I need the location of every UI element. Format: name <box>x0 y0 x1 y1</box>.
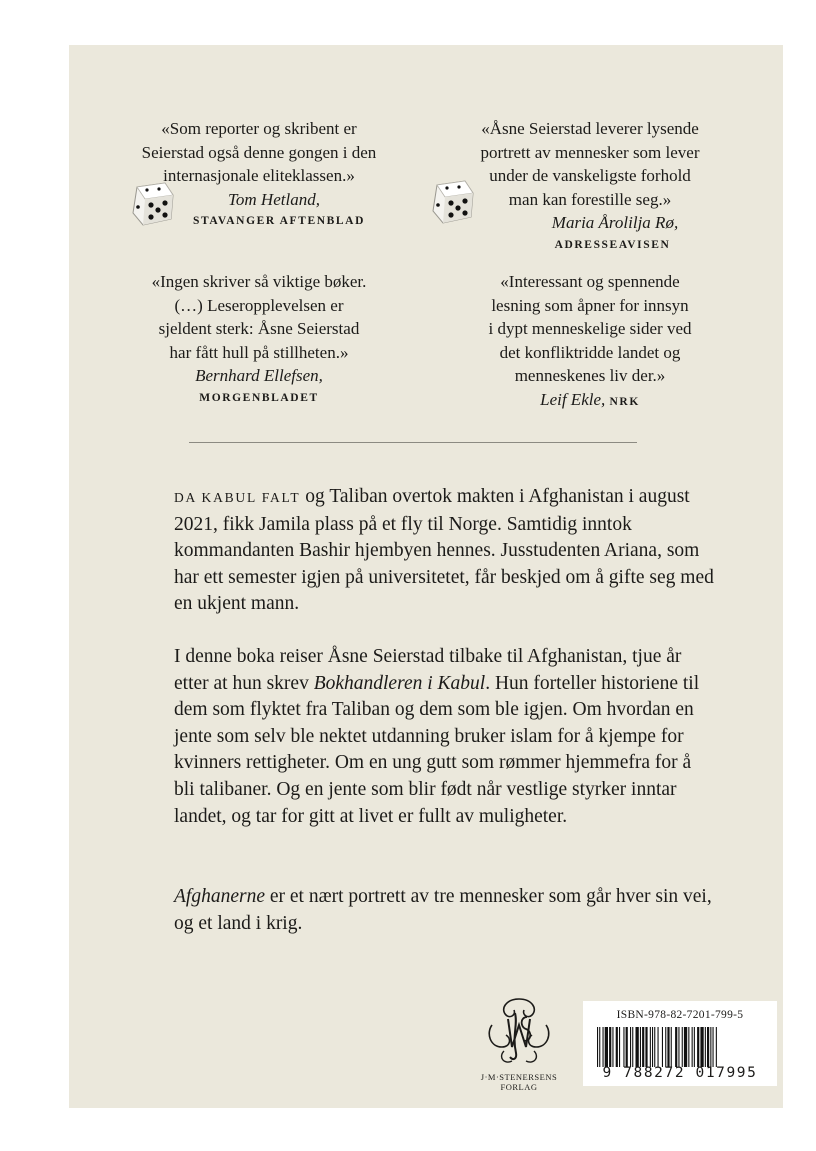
quote-author: Leif Ekle, NRK <box>540 389 640 409</box>
barcode-bar <box>688 1027 689 1067</box>
barcode-bar <box>697 1027 699 1067</box>
book-description <box>174 484 714 618</box>
quote-source: NRK <box>609 395 640 408</box>
barcode-bar <box>609 1027 611 1067</box>
isbn-barcode <box>583 1001 777 1086</box>
isbn-label: ISBN-978-82-7201-799-5 <box>616 1009 744 1021</box>
barcode-bar <box>623 1027 624 1067</box>
barcode-bar <box>671 1027 672 1067</box>
review-quote <box>440 117 740 255</box>
review-quote <box>440 270 740 414</box>
barcode-bar <box>603 1027 604 1067</box>
barcode-bar <box>665 1027 666 1067</box>
barcode-bar <box>652 1027 653 1067</box>
description-paragraph: DA KABUL FALT og Taliban overtok makten i Afghanistan i august 2021, fikk Jamila plass på et fly til Norge. Samtidig inntok kommandanten Bashir hjembyen hennes. Jusstudenten Ariana, som har ett semester igjen på universitetet, får beskjed om å gifte seg med en ukjent mann. <box>174 486 714 615</box>
barcode-digits: 9 788272 017995 <box>602 1065 758 1081</box>
barcode-bar <box>630 1027 631 1067</box>
divider <box>189 442 637 443</box>
quote-source: STAVANGER AFTENBLAD <box>193 215 365 227</box>
barcode-icon <box>597 1027 763 1067</box>
barcode-bar <box>599 1027 600 1067</box>
barcode-bar <box>707 1027 709 1067</box>
description-paragraph: I denne boka reiser Åsne Seierstad tilbake til Afghanistan, tjue år etter at hun skrev Bokhandleren i Kabul. Hun forteller historiene til dem som flyktet fra Taliban og dem som ble igjen. Om hvordan en jente som selv ble nektet utdanning bruker islam for å kjempe for kvinners rettigheter. Om en ung gutt som rømmer hjemmefra for å bli talibaner. Og en jente som blir født når vestlige styrker inntar landet, og tar for gitt at livet er fullt av muligheter. <box>174 646 700 827</box>
review-quote <box>124 117 394 231</box>
back-cover <box>69 45 783 1108</box>
quote-author: Maria Årolilja Rø, <box>551 213 679 232</box>
barcode-bar <box>626 1027 628 1067</box>
barcode-bar <box>667 1027 669 1067</box>
review-quote <box>124 270 394 408</box>
publisher-name-line2: FORLAG <box>500 1082 538 1092</box>
barcode-bar <box>684 1027 687 1067</box>
barcode-bar <box>662 1027 663 1067</box>
quote-text: «Ingen skriver så viktige bøker. (…) Leseropplevelsen er sjeldent sterk: Åsne Seierstad har fått hull på stillheten.» <box>151 272 367 362</box>
barcode-bar <box>675 1027 677 1067</box>
barcode-bar <box>682 1027 683 1067</box>
quote-author: Bernhard Ellefsen, <box>195 366 323 385</box>
quote-author: Tom Hetland, <box>228 189 320 209</box>
quote-source: ADRESSEAVISEN <box>554 238 671 251</box>
barcode-bar <box>645 1027 647 1067</box>
barcode-bar <box>678 1027 679 1067</box>
barcode-bar <box>692 1027 693 1067</box>
barcode-bar <box>700 1027 703 1067</box>
book-description <box>174 884 714 937</box>
book-description <box>174 644 714 830</box>
barcode-bar <box>716 1027 717 1067</box>
barcode-bar <box>616 1027 618 1067</box>
quote-source: MORGENBLADET <box>199 391 319 404</box>
jms-monogram-logo-icon <box>482 995 556 1067</box>
barcode-bar <box>597 1027 598 1067</box>
barcode-bar <box>632 1027 633 1067</box>
publisher-name: J·M·STENERSENS <box>480 1072 558 1082</box>
quote-text: «Interessant og spennende lesning som åpner for innsyn i dypt menneskelige sider ved det konfliktridde landet og menneskenes liv der.» <box>488 272 692 385</box>
barcode-bar <box>605 1027 608 1067</box>
barcode-bar <box>650 1027 651 1067</box>
barcode-bar <box>705 1027 706 1067</box>
description-paragraph: Afghanerne er et nært portrett av tre mennesker som går hver sin vei, og et land i krig. <box>174 886 712 934</box>
barcode-bar <box>642 1027 644 1067</box>
barcode-bar <box>658 1027 659 1067</box>
barcode-bar <box>612 1027 613 1067</box>
barcode-bar <box>713 1027 714 1067</box>
barcode-bar <box>640 1027 641 1067</box>
barcode-bar <box>710 1027 711 1067</box>
barcode-bar <box>619 1027 620 1067</box>
publisher-logo <box>469 995 569 1092</box>
quote-text: «Åsne Seierstad leverer lysende portrett av mennesker som lever under de vanskeligste forhold man kan forestille seg.» <box>480 119 700 209</box>
barcode-bar <box>636 1027 639 1067</box>
barcode-bar <box>694 1027 695 1067</box>
quote-text: «Som reporter og skribent er Seierstad også denne gongen i den internasjonale eliteklassen.» <box>141 119 377 185</box>
barcode-bar <box>654 1027 655 1067</box>
